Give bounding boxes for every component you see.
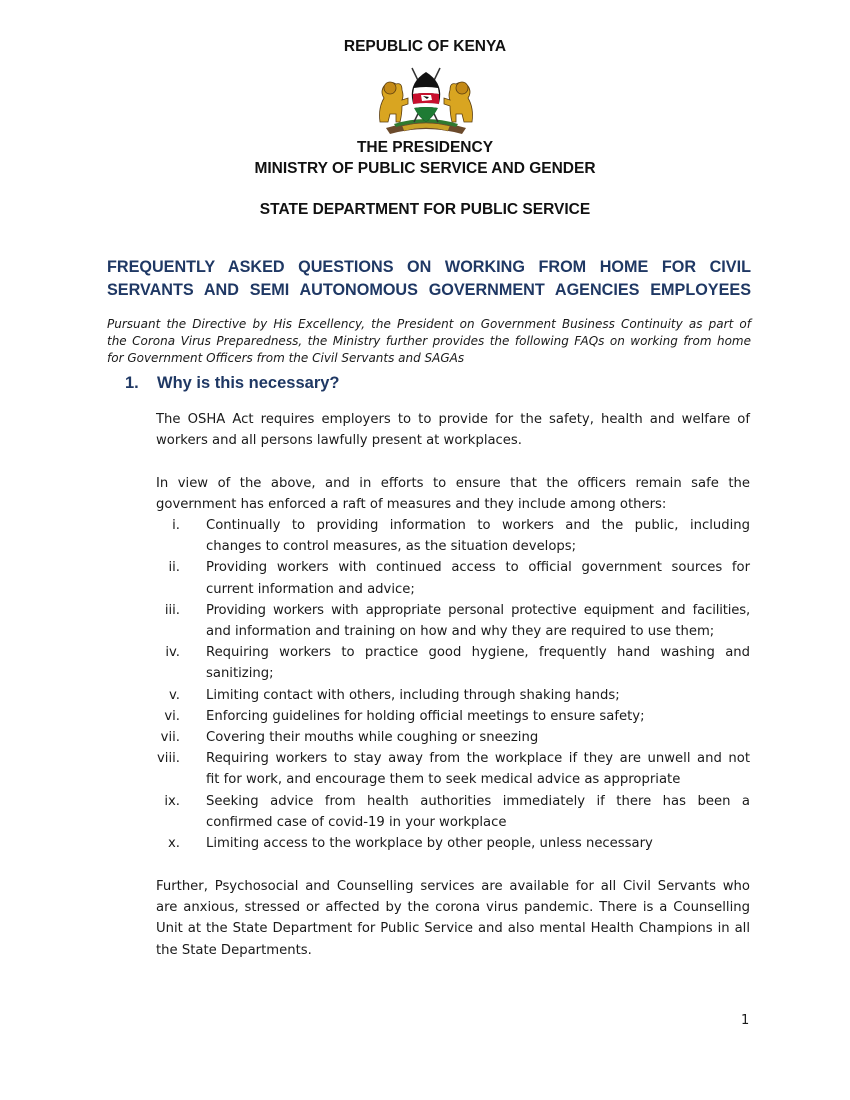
measures-list [156,515,750,854]
list-numeral: iv. [165,645,180,661]
paragraph-line: Further, Psychosocial and Counselling services are available for all Civil Servants who [156,879,750,894]
page-number: 1 [741,1013,750,1028]
faq-title-line: FREQUENTLY ASKED QUESTIONS ON WORKING FROM HOME FOR CIVIL [107,258,751,276]
list-item-line: Providing workers with appropriate personal protective equipment and facilities, [206,602,750,618]
list-item [156,706,750,727]
list-item [156,791,750,833]
list-item-line: current information and advice; [206,581,415,597]
list-numeral: vii. [160,730,180,746]
list-item [156,600,750,642]
list-item [156,515,750,557]
list-item-line: Limiting access to the workplace by other people, unless necessary [206,836,653,852]
country-heading: REPUBLIC OF KENYA [343,38,507,55]
list-numeral: vi. [164,708,180,724]
faq-title-line: SERVANTS AND SEMI AUTONOMOUS GOVERNMENT AGENCIES EMPLOYEES [107,281,751,299]
list-item-line: fit for work, and encourage them to seek medical advice as appropriate [206,772,681,788]
list-item-line: changes to control measures, as the situation develops; [206,539,577,555]
ministry-heading: MINISTRY OF PUBLIC SERVICE AND GENDER [254,160,596,177]
intro-line: for Government Officers from the Civil Servants and SAGAs [107,351,465,365]
list-item [156,748,750,790]
presidency-heading: THE PRESIDENCY [356,139,494,156]
section-heading [125,374,340,393]
list-item-line: Providing workers with continued access to official government sources for [206,560,750,576]
paragraph-line: In view of the above, and in efforts to ensure that the officers remain safe the [156,476,750,491]
intro-line: the Corona Virus Preparedness, the Ministry further provides the following FAQs on working from home [107,334,751,348]
osha-paragraph [156,409,750,451]
list-numeral: ii. [168,560,180,576]
state-department-heading: STATE DEPARTMENT FOR PUBLIC SERVICE [259,201,591,218]
list-item-line: sanitizing; [206,666,274,682]
paragraph-line: workers and all persons lawfully present at workplaces. [156,433,522,449]
section-number: 1. [125,374,139,392]
list-item-line: Continually to providing information to workers and the public, including [206,518,750,533]
intro-line: Pursuant the Directive by His Excellency, the President on Government Business Continuity as part of [107,317,751,331]
section-title: Why is this necessary? [157,374,340,392]
list-item-line: confirmed case of covid-19 in your workplace [206,814,507,830]
list-item [156,642,750,684]
list-item-line: Requiring workers to practice good hygiene, frequently hand washing and [206,645,750,661]
list-item [156,727,750,748]
intro-paragraph [107,316,751,367]
list-item-line: Enforcing guidelines for holding official meetings to ensure safety; [206,708,645,724]
paragraph-line: the State Departments. [156,942,312,958]
list-item-line: Covering their mouths while coughing or sneezing [206,730,539,746]
list-item [156,833,750,854]
paragraph-line: The OSHA Act requires employers to to provide for the safety, health and welfare of [156,412,750,427]
list-numeral: viii. [157,751,180,767]
list-item [156,557,750,599]
faq-title [107,256,751,302]
list-numeral: ix. [164,793,180,809]
paragraph-line: Unit at the State Department for Public Service and also mental Health Champions in all [156,921,750,937]
paragraph-line: are anxious, stressed or affected by the corona virus pandemic. There is a Counselling [156,900,750,916]
list-numeral: x. [168,836,180,852]
kenya-coat-of-arms-icon [372,64,480,136]
counselling-paragraph [156,876,750,961]
list-item [156,685,750,706]
list-numeral: v. [169,687,180,703]
list-numeral: iii. [164,602,180,618]
list-item-line: and information and training on how and why they are required to use them; [206,624,715,640]
list-numeral: i. [172,518,180,533]
paragraph-line: government has enforced a raft of measures and they include among others: [156,497,667,513]
measures-intro-paragraph [156,473,750,515]
list-item-line: Limiting contact with others, including through shaking hands; [206,687,620,703]
list-item-line: Seeking advice from health authorities immediately if there has been a [206,793,750,809]
list-item-line: Requiring workers to stay away from the workplace if they are unwell and not [206,751,750,767]
